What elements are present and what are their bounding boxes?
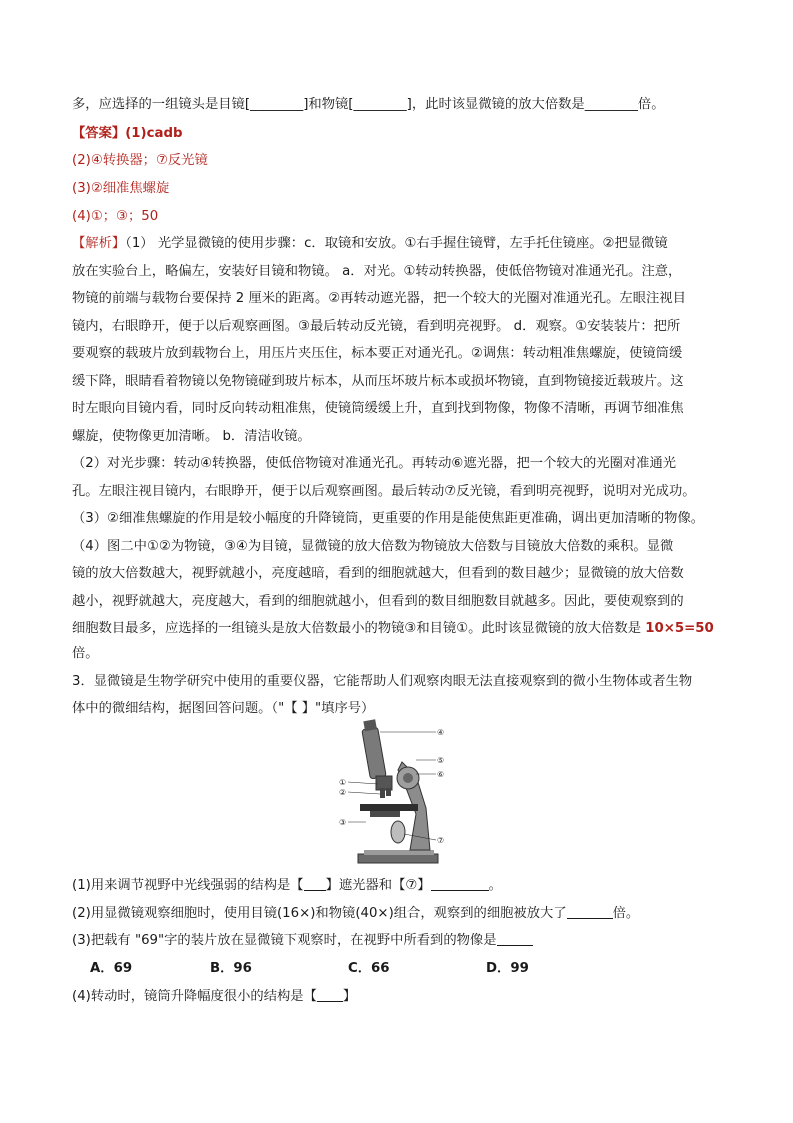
q3-s2-part-b: 倍。 bbox=[612, 906, 640, 921]
analysis-line-11: （4）图二中①②为物镜，③④为目镜，显微镜的放大倍数为物镜放大倍数与目镜放大倍数的乘积。显微 bbox=[72, 539, 674, 554]
analysis-text-14: 细胞数目最多，应选择的一组镜头是放大倍数最小的物镜③和目镜①。此时该显微镜的放大倍数是 bbox=[72, 621, 642, 636]
question-3-stem-2: 体中的微细结构，据图回答问题。（"【 】"填序号） bbox=[72, 701, 375, 716]
analysis-line-14 bbox=[72, 620, 714, 638]
analysis-line-5: 缓下降，眼睛看着物镜以免物镜碰到玻片标本，从而压坏玻片标本或损坏物镜，直到物镜接近载玻片。这 bbox=[72, 374, 684, 389]
label-3: ③ bbox=[339, 818, 347, 827]
option-b[interactable]: B．96 bbox=[210, 961, 252, 976]
analysis-line-8: （2）对光步骤：转动④转换器，使低倍物镜对准通光孔。再转动⑥遮光器，把一个较大的光圈对准通光 bbox=[72, 456, 677, 471]
microscope-drawing bbox=[358, 719, 438, 863]
answer-label: 【答案】 bbox=[72, 126, 126, 141]
q3-s1-part-b: 】遮光器和【 bbox=[325, 878, 406, 893]
answer-3: (3)②细准焦螺旋 bbox=[72, 181, 170, 196]
label-6: ⑥ bbox=[437, 770, 445, 779]
question-3-sub-3 bbox=[72, 932, 533, 950]
q3-s1-part-a: (1)用来调节视野中光线强弱的结构是【 bbox=[72, 878, 304, 893]
analysis-formula: 10×5=50 bbox=[645, 621, 714, 636]
q3-s1-part-c: ⑦ bbox=[405, 878, 418, 893]
question-3-stem-1: 3．显微镜是生物学研究中使用的重要仪器，它能帮助人们观察肉眼无法直接观察到的微小生物体或者生物 bbox=[72, 674, 693, 689]
option-d[interactable]: D．99 bbox=[486, 961, 529, 976]
analysis-line-4: 要观察的载玻片放到载物台上，用压片夹压住，标本要正对通光孔。②调焦：转动粗准焦螺旋，使镜筒缓 bbox=[72, 346, 683, 361]
option-c[interactable]: C．66 bbox=[348, 961, 390, 976]
answer-blank-4[interactable] bbox=[497, 932, 533, 946]
analysis-line-3: 镜内，右眼睁开，便于以后观察画图。③最后转动反光镜，看到明亮视野。 d．观察。①安装装片：把所 bbox=[72, 319, 681, 334]
q3-s1-part-e: 。 bbox=[488, 878, 502, 893]
answer-blank-2[interactable] bbox=[431, 877, 489, 891]
label-1: ① bbox=[339, 778, 347, 787]
answer-4: (4)①；③；50 bbox=[72, 209, 159, 224]
question-3-sub-2 bbox=[72, 905, 639, 923]
label-5: ⑤ bbox=[437, 756, 445, 765]
analysis-line-last: 倍。 bbox=[72, 646, 99, 661]
answer-line-1 bbox=[72, 125, 183, 143]
analysis-line-13: 越小，视野就越大，亮度越大，看到的细胞就越小，但看到的数目细胞数目就越多。因此，要使观察到的 bbox=[72, 594, 684, 609]
answer-2: (2)④转换器；⑦反光镜 bbox=[72, 153, 208, 168]
option-a[interactable]: A．69 bbox=[90, 961, 133, 976]
question-2-tail: 多，应选择的一组镜头是目镜[________]和物镜[________]，此时该显微镜的放大倍数是________倍。 bbox=[72, 97, 665, 112]
analysis-text-0: （1） 光学显微镜的使用步骤：c．取镜和安放。①右手握住镜臂，左手托住镜座。②把显微镜 bbox=[125, 236, 668, 251]
microscope-figure bbox=[336, 718, 458, 866]
analysis-line-6: 时左眼向目镜内看，同时反向转动粗准焦，使镜筒缓缓上升，直到找到物像，物像不清晰，再调节细准焦 bbox=[72, 401, 684, 416]
label-2: ② bbox=[339, 788, 347, 797]
analysis-line-9: 孔。左眼注视目镜内，右眼睁开，便于以后观察画图。最后转动⑦反光镜，看到明亮视野，说明对光成功。 bbox=[72, 484, 696, 499]
q3-s2-part-a: (2)用显微镜观察细胞时，使用目镜(16×)和物镜(40×)组合，观察到的细胞被放大了 bbox=[72, 906, 567, 921]
analysis-line-0 bbox=[72, 235, 668, 253]
question-3-sub-1 bbox=[72, 877, 502, 895]
label-7: ⑦ bbox=[437, 836, 445, 845]
analysis-line-10: （3）②细准焦螺旋的作用是较小幅度的升降镜筒，更重要的作用是能使焦距更准确，调出更加清晰的物像。 bbox=[72, 511, 705, 526]
answer-blank-1[interactable] bbox=[304, 877, 326, 891]
analysis-line-12: 镜的放大倍数越大，视野就越小，亮度越暗，看到的细胞就越大，但看到的数目越少；显微镜的放大倍数 bbox=[72, 566, 684, 581]
analysis-line-7: 螺旋，使物像更加清晰。 b．清洁收镜。 bbox=[72, 429, 311, 444]
q3-s1-part-d: 】 bbox=[417, 878, 431, 893]
answer-1: (1)cadb bbox=[125, 126, 183, 141]
analysis-label: 【解析】 bbox=[72, 236, 126, 251]
question-3-options bbox=[90, 960, 546, 978]
answer-blank-5[interactable] bbox=[317, 988, 343, 1002]
question-3-sub-4 bbox=[72, 988, 356, 1006]
q3-s4-part-b: 】 bbox=[342, 989, 357, 1004]
q3-s4-part-a: (4)转动时，镜筒升降幅度很小的结构是【 bbox=[72, 989, 317, 1004]
q3-s3-part-a: (3)把载有 "69"字的装片放在显微镜下观察时，在视野中所看到的物像是 bbox=[72, 933, 497, 948]
answer-blank-3[interactable] bbox=[567, 905, 613, 919]
analysis-line-2: 物镜的前端与载物台要保持 2 厘米的距离。②再转动遮光器，把一个较大的光圈对准通光孔。左眼注视目 bbox=[72, 291, 686, 306]
label-4: ④ bbox=[437, 728, 445, 737]
analysis-line-1: 放在实验台上，略偏左，安装好目镜和物镜。 a．对光。①转动转换器，使低倍物镜对准通光孔。注意， bbox=[72, 264, 682, 279]
